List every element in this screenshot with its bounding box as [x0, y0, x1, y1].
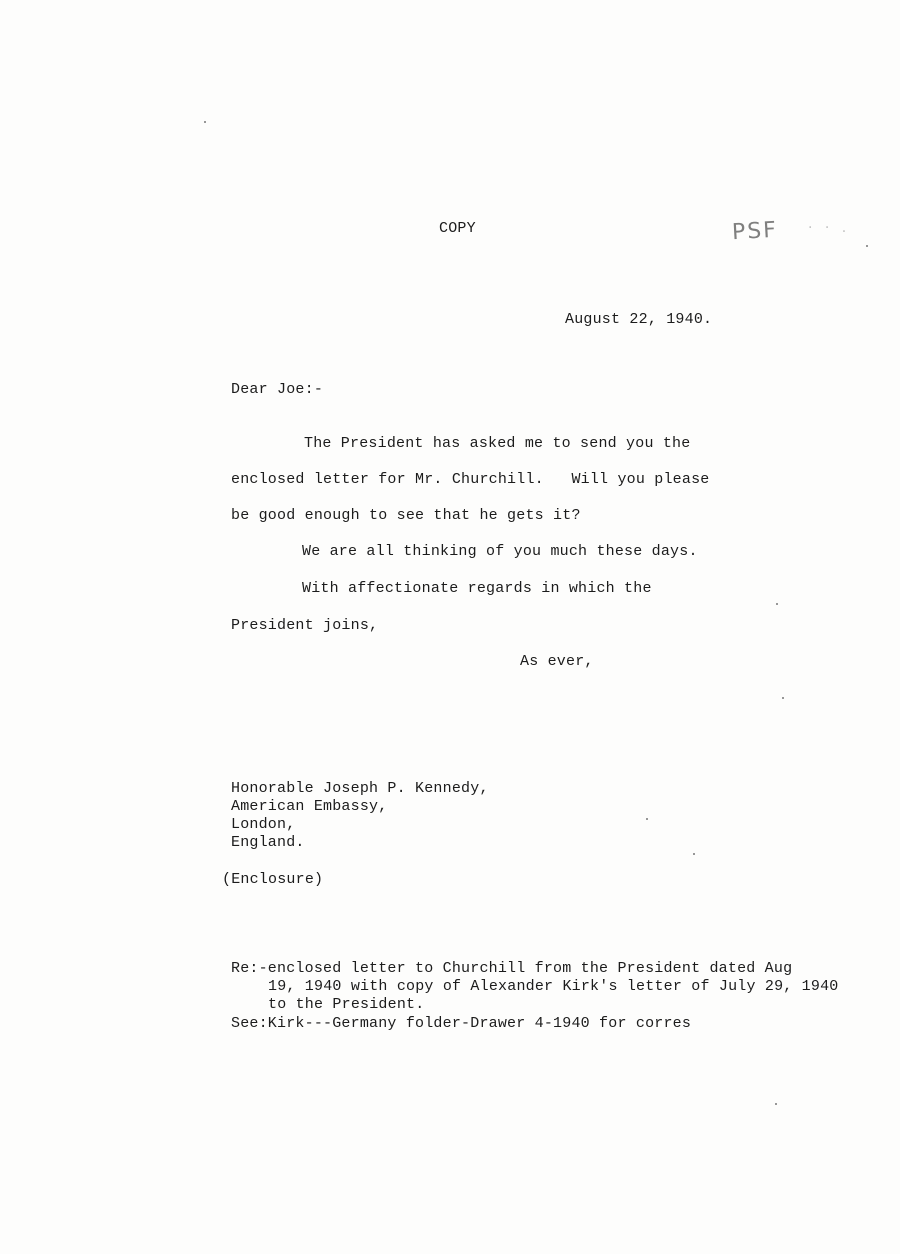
file-stamp-faint-marks: · · . — [808, 220, 851, 236]
copy-label: COPY — [439, 220, 476, 237]
addressee-line-1: Honorable Joseph P. Kennedy, — [231, 780, 489, 797]
body-line-4: We are all thinking of you much these days. — [302, 543, 698, 560]
note-line-2: 19, 1940 with copy of Alexander Kirk's letter of July 29, 1940 — [268, 978, 839, 995]
letter-date: August 22, 1940. — [565, 311, 713, 328]
scan-speck — [782, 697, 784, 699]
body-line-3: be good enough to see that he gets it? — [231, 507, 581, 524]
scan-speck — [204, 121, 206, 123]
body-line-5: With affectionate regards in which the — [302, 580, 652, 597]
body-line-1: The President has asked me to send you the — [304, 435, 691, 452]
scan-speck — [693, 853, 695, 855]
closing: As ever, — [520, 653, 594, 670]
scan-speck — [776, 603, 778, 605]
salutation: Dear Joe:- — [231, 381, 324, 398]
note-line-1: Re:-enclosed letter to Churchill from the President dated Aug — [231, 960, 793, 977]
body-line-2: enclosed letter for Mr. Churchill. Will you please — [231, 471, 710, 488]
scan-speck — [866, 245, 868, 247]
note-line-4: See:Kirk---Germany folder-Drawer 4-1940 for corres — [231, 1015, 692, 1032]
addressee-line-3: London, — [231, 816, 296, 833]
addressee-line-4: England. — [231, 834, 305, 851]
note-line-3: to the President. — [268, 996, 425, 1013]
body-line-6: President joins, — [231, 617, 379, 634]
file-stamp: PSF — [731, 217, 779, 246]
enclosure-note: (Enclosure) — [222, 871, 324, 888]
addressee-line-2: American Embassy, — [231, 798, 388, 815]
scan-speck — [646, 818, 648, 820]
scan-speck — [775, 1103, 777, 1105]
